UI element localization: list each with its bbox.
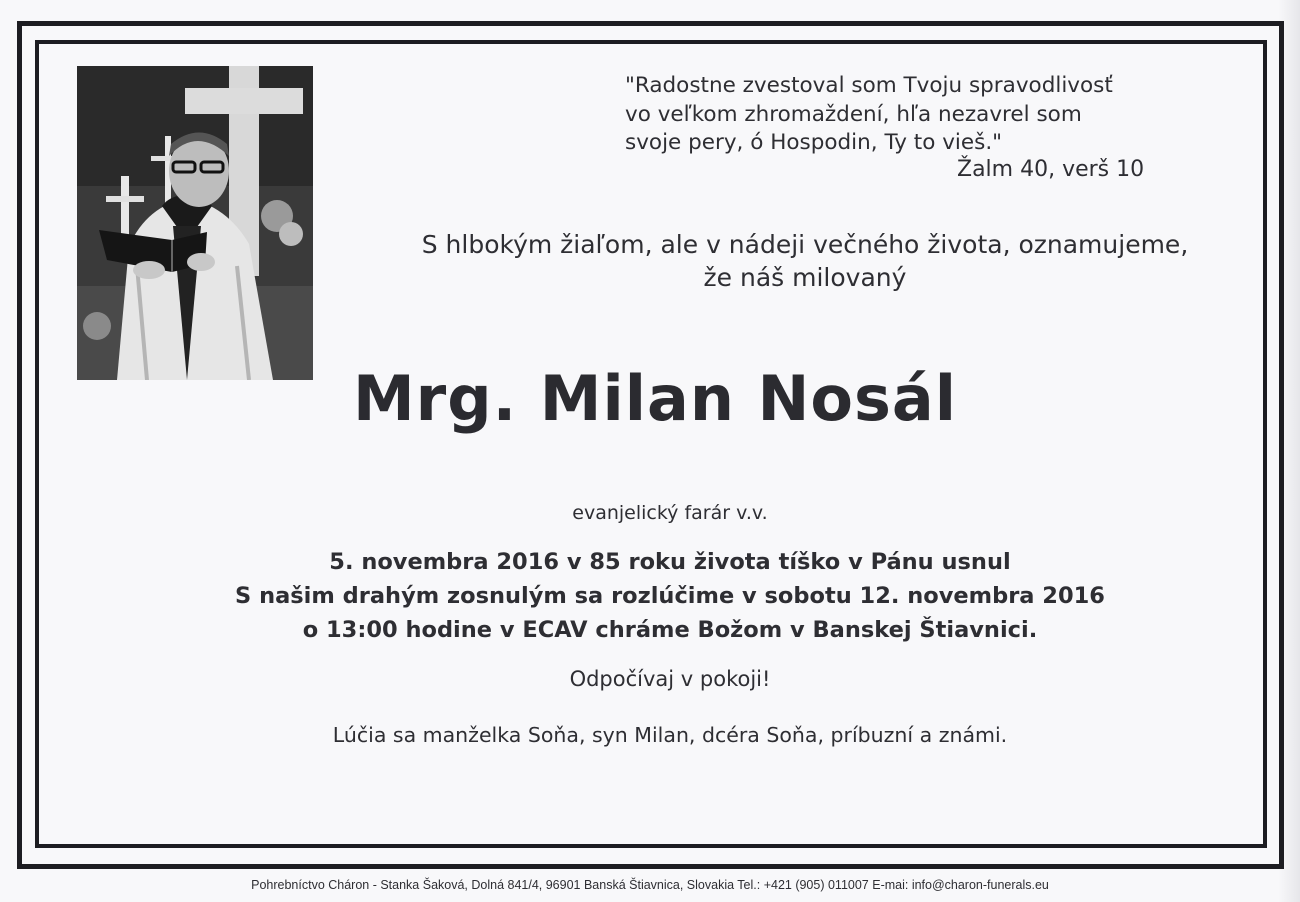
mourners-line: Lúčia sa manželka Soňa, syn Milan, dcéra Soňa, príbuzní a známi. — [332, 723, 1008, 747]
announcement-intro — [380, 228, 1230, 294]
details-line: o 13:00 hodine v ECAV chráme Božom v Banskej Štiavnici. — [302, 617, 1038, 643]
funeral-details — [220, 545, 1120, 647]
details-line: S našim drahým zosnulým sa rozlúčime v sobotu 12. novembra 2016 — [235, 583, 1105, 609]
verse-line: "Radostne zvestoval som Tvoju spravodlivosť — [625, 73, 1113, 98]
deceased-title: evanjelický farár v.v. — [572, 502, 768, 524]
rest-in-peace-line: Odpočívaj v pokoji! — [569, 667, 771, 691]
funeral-home-footer: Pohrebníctvo Cháron - Stanka Šaková, Dolná 841/4, 96901 Banská Štiavnica, Slovakia Tel.: +421 (905) 011007 E-mai: info@charon-funerals.eu — [251, 878, 1049, 892]
intro-line: S hlbokým žiaľom, ale v nádeji večného života, oznamujeme, — [421, 230, 1189, 259]
intro-line: že náš milovaný — [703, 263, 907, 292]
bible-verse-quote — [625, 72, 1205, 158]
deceased-name: Mrg. Milan Nosál — [352, 362, 958, 435]
details-line: 5. novembra 2016 v 85 roku života tíško v Pánu usnul — [329, 549, 1011, 575]
portrait-photo — [77, 66, 313, 380]
verse-reference: Žalm 40, verš 10 — [957, 157, 1145, 182]
verse-line: vo veľkom zhromaždení, hľa nezavrel som — [625, 101, 1082, 127]
verse-line: svoje pery, ó Hospodin, Ty to vieš." — [625, 130, 1003, 155]
